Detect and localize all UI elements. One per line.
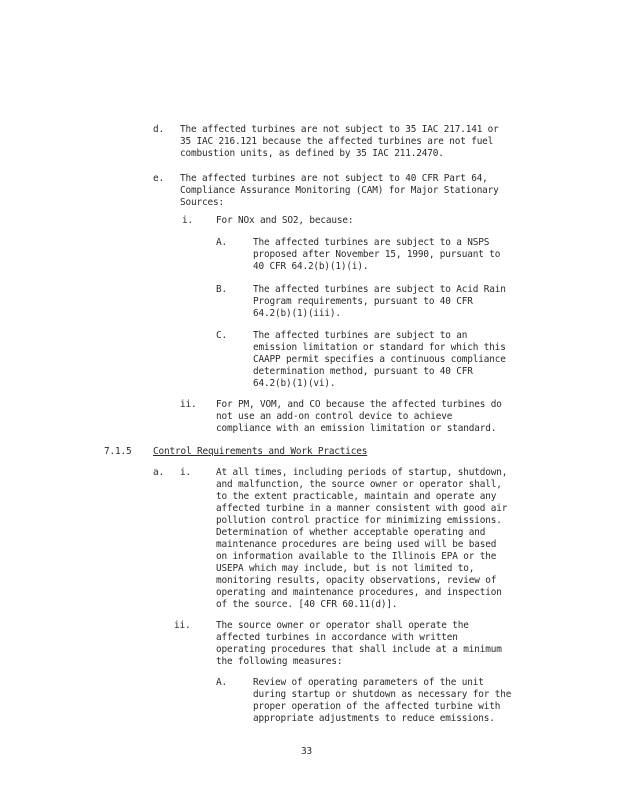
item-a-ii-marker: ii. <box>174 620 191 631</box>
item-e-ii-line: not use an add-on control device to achieve <box>216 411 453 422</box>
item-a-i-line: operating and maintenance procedures, and inspection <box>216 587 502 598</box>
item-d-line: The affected turbines are not subject to 35 IAC 217.141 or <box>180 124 499 135</box>
item-e-line: Compliance Assurance Monitoring (CAM) for Major Stationary <box>180 185 499 196</box>
item-a-ii-line: affected turbines in accordance with written <box>216 632 458 643</box>
item-a-i-line: monitoring results, opacity observations, review of <box>216 575 497 586</box>
item-a-i-marker: i. <box>180 467 191 478</box>
item-e-i-marker: i. <box>182 215 193 226</box>
item-a-i-line: maintenance procedures are being used will be based <box>216 539 497 550</box>
item-d-line: 35 IAC 216.121 because the affected turbines are not fuel <box>180 136 494 147</box>
item-a-i-line: of the source. [40 CFR 60.11(d)]. <box>216 599 398 610</box>
item-a-i-line: pollution control practice for minimizing emissions. <box>216 515 502 526</box>
item-e-i-b-line: Program requirements, pursuant to 40 CFR <box>253 296 473 307</box>
item-e-i-c-line: 64.2(b)(1)(vi). <box>253 378 336 389</box>
item-a-i-line: affected turbine in a manner consistent with good air <box>216 503 508 514</box>
item-a-i-line: USEPA which may include, but is not limited to, <box>216 563 475 574</box>
section-number: 7.1.5 <box>104 446 132 457</box>
item-e-i-c-marker: C. <box>216 330 227 341</box>
item-e-line: The affected turbines are not subject to 40 CFR Part 64, <box>180 173 488 184</box>
item-a-ii-line: the following measures: <box>216 656 343 667</box>
item-e-ii-line: compliance with an emission limitation or standard. <box>216 423 497 434</box>
item-e-ii-marker: ii. <box>180 399 197 410</box>
item-a-ii-a-marker: A. <box>216 677 227 688</box>
item-e-i-c-line: emission limitation or standard for which this <box>253 342 506 353</box>
item-a-i-line: At all times, including periods of startup, shutdown, <box>216 467 508 478</box>
item-e-i-c-line: determination method, pursuant to 40 CFR <box>253 366 473 377</box>
item-e-i-a-line: proposed after November 15, 1990, pursuant to <box>253 249 501 260</box>
item-a-ii-a-line: during startup or shutdown as necessary for the <box>253 689 512 700</box>
item-a-i-line: and malfunction, the source owner or operator shall, <box>216 479 502 490</box>
item-e-i-a-line: 40 CFR 64.2(b)(1)(i). <box>253 261 369 272</box>
item-e-i-text: For NOx and SO2, because: <box>216 215 354 226</box>
section-title: Control Requirements and Work Practices <box>153 446 368 457</box>
item-e-i-b-line: The affected turbines are subject to Acid Rain <box>253 284 506 295</box>
item-a-i-line: to the extent practicable, maintain and operate any <box>216 491 497 502</box>
item-d-line: combustion units, as defined by 35 IAC 211.2470. <box>180 148 444 159</box>
item-e-i-c-line: CAAPP permit specifies a continuous compliance <box>253 354 506 365</box>
item-a-i-line: Determination of whether acceptable operating and <box>216 527 486 538</box>
item-e-marker: e. <box>153 173 164 184</box>
item-a-i-line: on information available to the Illinois EPA or the <box>216 551 497 562</box>
item-e-ii-line: For PM, VOM, and CO because the affected turbines do <box>216 399 502 410</box>
item-e-i-a-line: The affected turbines are subject to a NSPS <box>253 237 490 248</box>
item-a-ii-line: operating procedures that shall include at a minimum <box>216 644 502 655</box>
item-e-i-b-marker: B. <box>216 284 227 295</box>
item-e-i-b-line: 64.2(b)(1)(iii). <box>253 308 341 319</box>
item-a-marker: a. <box>153 467 164 478</box>
item-a-ii-a-line: proper operation of the affected turbine with <box>253 701 501 712</box>
item-a-ii-line: The source owner or operator shall operate the <box>216 620 469 631</box>
item-a-ii-a-line: Review of operating parameters of the unit <box>253 677 484 688</box>
page-number: 33 <box>301 746 312 757</box>
item-e-i-a-marker: A. <box>216 237 227 248</box>
item-e-i-c-line: The affected turbines are subject to an <box>253 330 468 341</box>
item-d-marker: d. <box>153 124 164 135</box>
item-e-line: Sources: <box>180 197 224 208</box>
item-a-ii-a-line: appropriate adjustments to reduce emissions. <box>253 713 495 724</box>
